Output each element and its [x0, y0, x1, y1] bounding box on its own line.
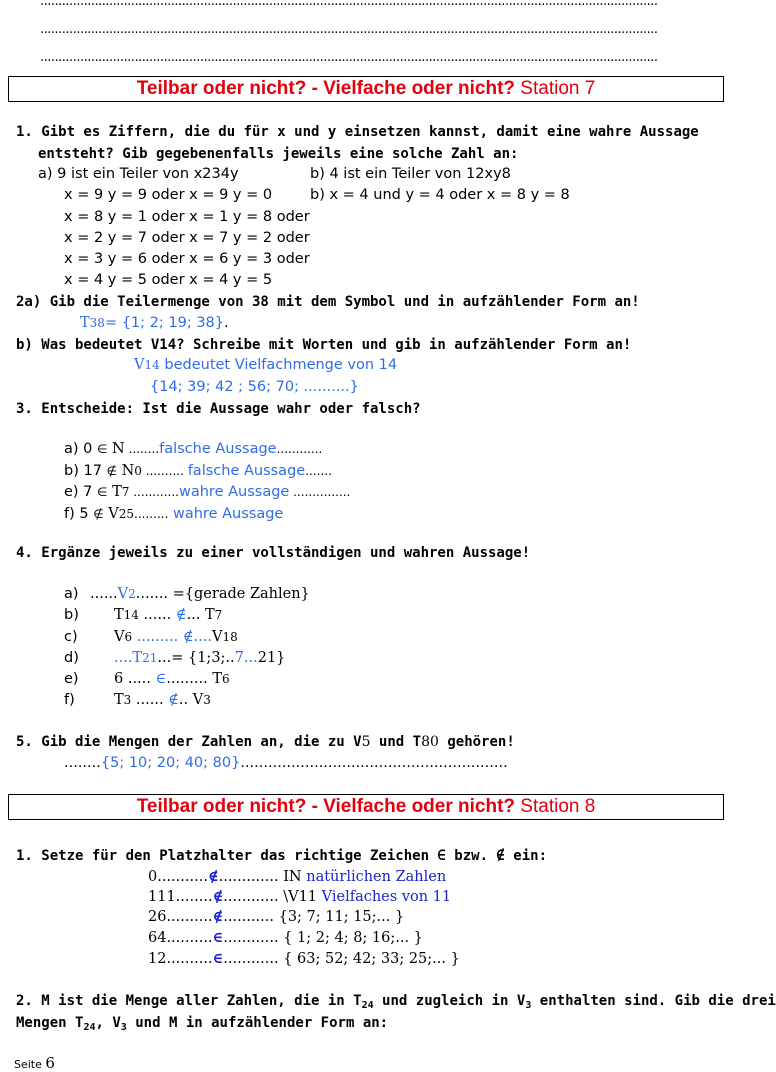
item-text: ............ \V11: [223, 889, 318, 905]
item-text: ......... ∉....: [132, 629, 212, 645]
item-text: V: [117, 586, 129, 602]
q2b-answer-line1: [134, 357, 397, 373]
set-index: 21: [142, 651, 158, 665]
item-text: 6 .....: [114, 671, 156, 687]
item-text: ............ { 63; 52; 42; 33; 25;... }: [223, 951, 460, 967]
station8-number: Station 8: [520, 796, 596, 817]
item-text: ...= {1;3;..: [157, 650, 235, 666]
set-index: 7: [121, 485, 130, 499]
item-note: Vielfaches von 11: [317, 889, 452, 905]
q-text: , V: [95, 1015, 121, 1031]
station7-title: [8, 76, 724, 102]
q4-question: 4. Ergänze jeweils zu einer vollständigen und wahren Aussage!: [16, 545, 531, 561]
q4-item: [114, 650, 285, 666]
element-symbol: ∈: [212, 950, 224, 967]
q1b-answer: b) x = 4 und y = 4 oder x = 8 y = 8: [310, 187, 570, 203]
q2b-answer-line2: {14; 39; 42 ; 56; 70; ..........}: [150, 379, 359, 395]
station8-title-text: Teilbar oder nicht? - Vielfache oder nicht?: [136, 796, 516, 817]
q4-item-label: d): [64, 650, 79, 666]
q4-item-label: f): [64, 692, 75, 708]
page-number: 6: [45, 1054, 55, 1072]
set-symbol: T: [107, 484, 122, 500]
answer-text: = {1; 2; 19; 38}: [104, 315, 224, 331]
item-text: V: [212, 629, 223, 645]
set-index: 5: [361, 734, 371, 750]
dots: ..........................................................: [240, 755, 508, 771]
q1a-answer: x = 4 y = 5 oder x = 4 y = 5: [64, 272, 273, 288]
element-symbol: ∈: [97, 485, 108, 499]
set-symbol: N: [116, 463, 135, 479]
set-index: 0: [134, 464, 142, 478]
item-text: 111........: [148, 889, 213, 905]
set-symbol: N: [107, 441, 125, 457]
s8-q1-item: [148, 868, 446, 885]
element-symbol: ∉: [212, 888, 224, 905]
element-symbol: ∉: [106, 464, 117, 478]
dots: ...............: [289, 485, 351, 499]
item-label: f) 5: [64, 506, 94, 522]
dots: .........: [134, 507, 169, 521]
set-index: 6: [222, 672, 230, 686]
q3-item: [64, 484, 350, 500]
s8-q1-item: [148, 888, 451, 905]
q-text: und zugleich in V: [373, 993, 526, 1009]
dots: ........: [124, 442, 160, 456]
q5-question-text: gehören!: [438, 734, 515, 750]
q1a-answer: x = 9 y = 9 oder x = 9 y = 0: [64, 187, 273, 203]
element-symbol: ∉: [212, 908, 224, 925]
s8-q2-line2: [16, 1015, 388, 1033]
q4-item: [114, 692, 211, 708]
q2b-question: b) Was bedeutet V14? Schreibe mit Worten und gib in aufzählender Form an!: [16, 337, 632, 353]
q1a-label: a) 9 ist ein Teiler von x234y: [38, 166, 239, 182]
item-label: a) 0: [64, 441, 97, 457]
page-label: Seite: [14, 1058, 42, 1071]
set-index: 6: [124, 630, 133, 644]
dots: ..........: [141, 464, 188, 478]
q1-question-line1: 1. Gibt es Ziffern, die du für x und y einsetzen kannst, damit eine wahre Aussage: [16, 124, 699, 140]
q4-item: [114, 671, 230, 687]
answer-line: ..........................................................................................................................................................................: [40, 50, 658, 65]
answer-text: bedeutet Vielfachmenge von 14: [159, 357, 398, 373]
item-text: 64..........: [148, 930, 213, 946]
item-text: ............. IN: [218, 869, 302, 885]
q3-answer: falsche Aussage: [159, 441, 277, 457]
item-text: ....... ={gerade Zahlen}: [135, 586, 310, 602]
item-text: ∉: [175, 607, 187, 623]
set-index: 14: [123, 608, 139, 622]
set-index: 24: [83, 1022, 96, 1033]
dots: ............: [129, 485, 179, 499]
element-symbol: ∉: [207, 868, 219, 885]
item-text: ∈: [155, 671, 167, 687]
item-text: ......: [90, 586, 118, 602]
item-text: ......: [131, 692, 169, 708]
q1a-answer: x = 8 y = 1 oder x = 1 y = 8 oder: [64, 209, 310, 225]
set-index: 18: [222, 630, 238, 644]
q5-question-text: 5. Gib die Mengen der Zahlen an, die zu V: [16, 734, 362, 750]
q5-answer-set: {5; 10; 20; 40; 80}: [100, 755, 241, 771]
item-text: T: [114, 607, 124, 623]
s8-q2-line1: [16, 993, 776, 1011]
q-text: und M in aufzählender Form an:: [126, 1015, 389, 1031]
q1b-label: b) 4 ist ein Teiler von 12xy8: [310, 166, 511, 182]
item-text: ............ { 1; 2; 4; 8; 16;... }: [223, 930, 423, 946]
station8-title: [8, 794, 724, 820]
q3-item: [64, 463, 332, 479]
q4-item-label: e): [64, 671, 79, 687]
set-symbol: V: [103, 506, 119, 522]
q-text: Mengen T: [16, 1015, 84, 1031]
q1-question-line2: entsteht? Gib gegebenenfalls jeweils eine solche Zahl an:: [38, 146, 519, 162]
q-text: enthalten sind. Gib die drei: [531, 993, 776, 1009]
item-text: ......... T: [166, 671, 222, 687]
set-symbol: T: [80, 315, 90, 331]
q-text: 2. M ist die Menge aller Zahlen, die in T: [16, 993, 362, 1009]
set-index: 80: [421, 734, 439, 750]
item-label: b) 17: [64, 463, 107, 479]
page-footer: [14, 1054, 55, 1072]
item-text: .. V: [178, 692, 204, 708]
item-text: V: [114, 629, 125, 645]
s8-q1-item: [148, 929, 423, 946]
item-label: e) 7: [64, 484, 98, 500]
set-index: 3: [203, 693, 211, 707]
set-symbol: V: [134, 357, 145, 373]
answer-line: ..........................................................................................................................................................................: [40, 22, 658, 37]
q3-item: [64, 506, 283, 522]
set-index: 3: [525, 1000, 532, 1011]
set-index: 14: [144, 358, 160, 372]
q3-item: [64, 441, 322, 457]
set-index: 3: [123, 693, 132, 707]
item-text: ......: [138, 607, 176, 623]
q3-answer: falsche Aussage: [187, 463, 306, 479]
item-text: 0...........: [148, 869, 208, 885]
period: .: [224, 315, 229, 331]
q4-item-label: b): [64, 607, 79, 623]
set-index: 38: [89, 316, 105, 330]
q3-question: 3. Entscheide: Ist die Aussage wahr oder falsch?: [16, 401, 421, 417]
q5-answer: [64, 755, 508, 771]
item-text: 7...: [234, 650, 258, 666]
s8-q1-question: 1. Setze für den Platzhalter das richtige Zeichen ∈ bzw. ∉ ein:: [16, 848, 548, 864]
item-text: 12..........: [148, 951, 213, 967]
item-text: ........... {3; 7; 11; 15;... }: [223, 909, 405, 925]
item-text: 26..........: [148, 909, 213, 925]
q1a-answer: x = 2 y = 7 oder x = 7 y = 2 oder: [64, 230, 310, 246]
element-symbol: ∉: [93, 507, 104, 521]
element-symbol: ∈: [212, 929, 224, 946]
q4-item-label: a): [64, 586, 79, 602]
q2a-question: 2a) Gib die Teilermenge von 38 mit dem Symbol und in aufzählender Form an!: [16, 294, 640, 310]
s8-q1-item: [148, 950, 460, 967]
q3-answer: wahre Aussage: [168, 506, 284, 522]
q5-question-text: und T: [370, 734, 422, 750]
station7-title-text: Teilbar oder nicht? - Vielfache oder nicht?: [136, 78, 516, 99]
q3-answer: wahre Aussage: [179, 484, 290, 500]
answer-line: ..........................................................................................................................................................................: [40, 0, 658, 9]
set-index: 3: [120, 1022, 127, 1033]
item-text: 21}: [257, 650, 286, 666]
s8-q1-item: [148, 908, 404, 925]
q5-question: [16, 734, 515, 750]
set-index: 24: [361, 1000, 374, 1011]
item-note: natürlichen Zahlen: [301, 869, 447, 885]
item-text: T: [114, 692, 124, 708]
set-index: 2: [128, 587, 136, 601]
q4-item: [90, 586, 310, 602]
dots: ............: [276, 442, 323, 456]
set-index: 7: [214, 608, 223, 622]
q4-item-label: c): [64, 629, 78, 645]
dots: ........: [64, 755, 101, 771]
station7-number: Station 7: [520, 78, 596, 99]
q4-item: [114, 607, 222, 623]
q2a-answer: [80, 315, 229, 331]
q1a-answer: x = 3 y = 6 oder x = 6 y = 3 oder: [64, 251, 310, 267]
item-text: ∉: [168, 692, 179, 708]
item-text: ... T: [186, 607, 215, 623]
element-symbol: ∈: [97, 442, 108, 456]
q4-item: [114, 629, 238, 645]
set-index: 25: [118, 507, 135, 521]
dots: .......: [305, 464, 332, 478]
item-text: ....T: [114, 650, 143, 666]
